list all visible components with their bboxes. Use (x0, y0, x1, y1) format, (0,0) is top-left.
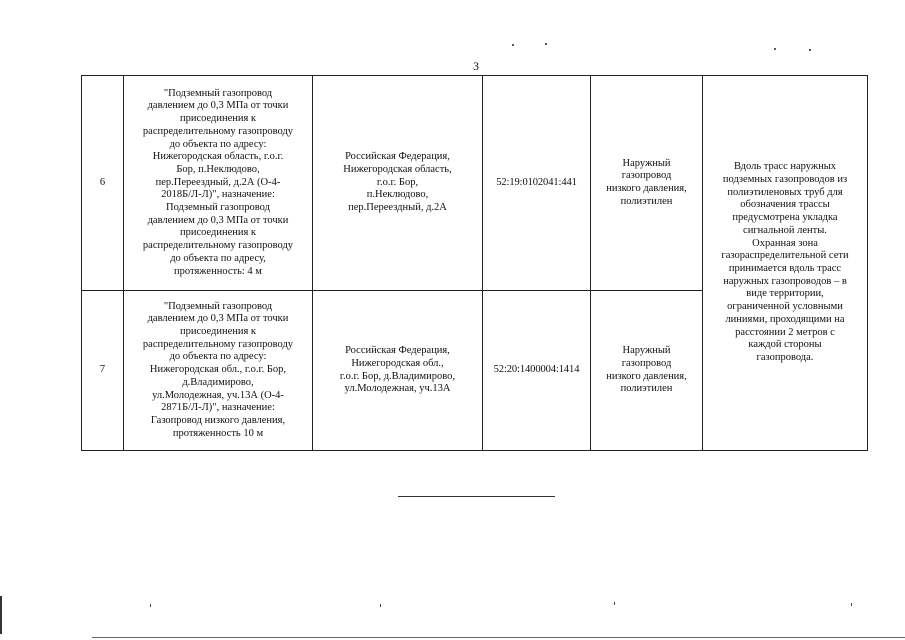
scan-speck (545, 43, 547, 45)
scan-speck (774, 48, 776, 50)
object-location: Российская Федерация, Нижегородская область, г.о.г. Бор, п.Неклюдово, пер.Переездный, д.2А (313, 76, 483, 291)
row-number: 6 (82, 76, 124, 291)
protection-zone-description: Вдоль трасс наружных подземных газопроводов из полиэтиленовых труб для обозначения трассы предусмотрена укладка сигнальной ленты. Охранная зона газораспределительной сети принимается вдоль трасс наружных газопроводов – в виде территории, ограниченной условными линиями, проходящими на расстоянии 2 метров с каждой стороны газопровода. (703, 76, 868, 451)
scan-speck (512, 44, 514, 46)
scan-speck (851, 603, 852, 606)
scan-speck (380, 604, 381, 607)
scan-speck (809, 49, 811, 51)
cadastral-number: 52:20:1400004:1414 (483, 291, 591, 451)
gas-pipeline-table (81, 75, 868, 451)
scan-bottom-edge (92, 637, 905, 638)
scan-edge-mark (0, 596, 2, 634)
object-type: Наружный газопровод низкого давления, полиэтилен (591, 76, 703, 291)
row-number: 7 (82, 291, 124, 451)
cadastral-number: 52:19:0102041:441 (483, 76, 591, 291)
scan-speck (150, 604, 151, 607)
object-type: Наружный газопровод низкого давления, полиэтилен (591, 291, 703, 451)
separator-line (398, 496, 555, 497)
object-description: "Подземный газопровод давлением до 0,3 МПа от точки присоединения к распределительному газопроводу до объекта по адресу: Нижегородская область, г.о.г. Бор, п.Неклюдово, пер.Переездный, д.2А (О-4- 2018Б/Л-Л)", назначение: Подземный газопровод давлением до 0,3 МПа от точки присоединения к распределительному газопроводу до объекта по адресу, протяженность: 4 м (124, 76, 313, 291)
scan-speck (614, 602, 615, 605)
object-location: Российская Федерация, Нижегородская обл., г.о.г. Бор, д.Владимирово, ул.Молодежная, уч.13А (313, 291, 483, 451)
object-description: "Подземный газопровод давлением до 0,3 МПа от точки присоединения к распределительному газопроводу до объекта по адресу: Нижегородская обл., г.о.г. Бор, д.Владимирово, ул.Молодежная, уч.13А (О-4- 2871Б/Л-Л)", назначение: Газопровод низкого давления, протяженность 10 м (124, 291, 313, 451)
table-row (82, 76, 868, 291)
page-number: 3 (473, 59, 479, 73)
